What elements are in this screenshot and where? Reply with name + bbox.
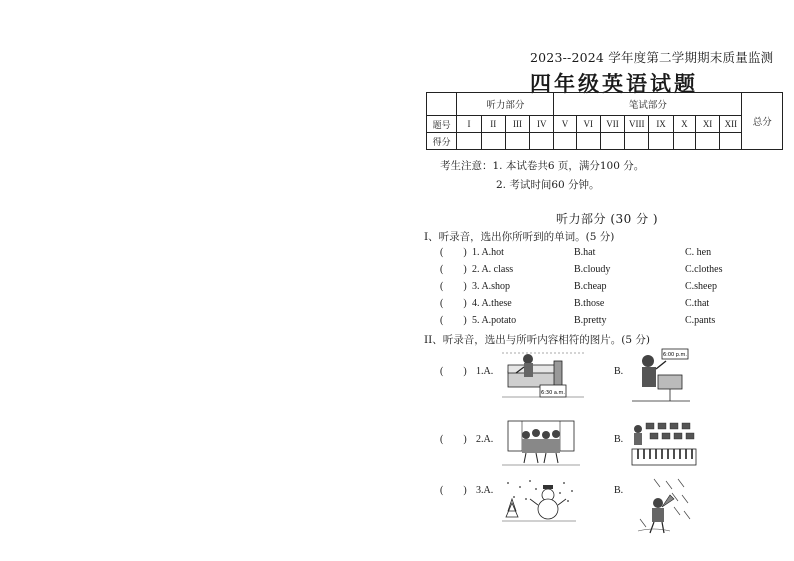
numeral-cell: VI — [576, 116, 600, 133]
score-entry-cell[interactable] — [576, 133, 600, 150]
option-c: C.pants — [685, 315, 716, 326]
exam-title: 四年级英语试题 — [530, 71, 698, 96]
students-classroom-picture[interactable] — [502, 417, 580, 469]
answer-blank[interactable]: ( ) — [440, 315, 467, 326]
numeral-cell: X — [673, 116, 695, 133]
option-a: 2. A. class — [472, 264, 514, 275]
clock-label-a: 6:30 a.m. — [541, 390, 565, 396]
notice-line-2: 2. 考试时间60 分钟。 — [496, 179, 600, 191]
option-c: C.clothes — [685, 264, 723, 275]
option-b: B.those — [574, 298, 605, 309]
score-entry-cell[interactable] — [457, 133, 481, 150]
option-b: B.hat — [574, 247, 596, 258]
option-c: C.that — [685, 298, 710, 309]
notice-text-1: 1. 本试卷共6 页，满分100 分。 — [492, 160, 645, 172]
numeral-cell: VIII — [625, 116, 649, 133]
option-a: 3.A. — [476, 485, 494, 496]
question-1-heading: I、听录音，选出你所听到的单词。(5 分) — [424, 231, 615, 243]
exam-header-line: 2023--2024 学年度第二学期期末质量监测 — [530, 50, 774, 65]
row-label-number: 题号 — [427, 116, 457, 133]
notice-prefix: 考生注意： — [440, 160, 493, 172]
score-row — [427, 133, 783, 150]
score-entry-cell[interactable] — [554, 133, 576, 150]
answer-blank[interactable]: ( ) — [440, 247, 467, 258]
option-b: B.pretty — [574, 315, 607, 326]
option-b: B. — [614, 485, 624, 496]
score-entry-cell[interactable] — [530, 133, 554, 150]
question-number-row — [427, 116, 783, 133]
score-entry-cell[interactable] — [673, 133, 695, 150]
numeral-cell: IX — [649, 116, 673, 133]
score-table-corner — [427, 93, 457, 116]
numeral-cell: VII — [600, 116, 624, 133]
row-label-score: 得分 — [427, 133, 457, 150]
answer-blank[interactable]: ( ) — [440, 298, 467, 309]
windy-rain-picture[interactable] — [634, 477, 692, 537]
score-entry-cell[interactable] — [505, 133, 529, 150]
score-entry-cell[interactable] — [600, 133, 624, 150]
score-entry-cell[interactable] — [481, 133, 505, 150]
answer-blank[interactable]: ( ) — [440, 366, 467, 377]
notice-line-1 — [440, 158, 644, 173]
numeral-cell: IV — [530, 116, 554, 133]
snowman-picture[interactable] — [502, 477, 576, 525]
answer-blank[interactable]: ( ) — [440, 485, 467, 496]
evening-clock-picture[interactable] — [630, 347, 692, 403]
bedroom-waking-picture[interactable] — [502, 347, 584, 403]
score-table — [426, 92, 783, 150]
clock-label-b: 6:00 p.m. — [662, 352, 688, 358]
written-part-header: 笔试部分 — [554, 93, 742, 116]
score-entry-cell[interactable] — [695, 133, 719, 150]
music-room-picture[interactable] — [630, 417, 698, 469]
score-entry-cell[interactable] — [720, 133, 742, 150]
option-c: C.sheep — [685, 281, 717, 292]
option-a: 5. A.potato — [472, 315, 517, 326]
option-a: 1. A.hot — [472, 247, 504, 258]
option-b: B.cheap — [574, 281, 607, 292]
total-score-cell: 总分 — [742, 93, 783, 150]
option-b: B. — [614, 434, 624, 445]
option-b: B. — [614, 366, 624, 377]
numeral-cell: II — [481, 116, 505, 133]
option-b: B.cloudy — [574, 264, 611, 275]
numeral-cell: XII — [720, 116, 742, 133]
score-table-header-row — [427, 93, 783, 116]
score-entry-cell[interactable] — [625, 133, 649, 150]
option-a: 3. A.shop — [472, 281, 511, 292]
score-entry-cell[interactable] — [649, 133, 673, 150]
numeral-cell: V — [554, 116, 576, 133]
question-2-heading: II、听录音，选出与所听内容相符的图片。(5 分) — [424, 334, 651, 346]
numeral-cell: III — [505, 116, 529, 133]
listening-part-header: 听力部分 — [457, 93, 554, 116]
numeral-cell: I — [457, 116, 481, 133]
numeral-cell: XI — [695, 116, 719, 133]
answer-blank[interactable]: ( ) — [440, 434, 467, 445]
section-title: 听力部分 (30 分 ) — [556, 212, 659, 226]
answer-blank[interactable]: ( ) — [440, 281, 467, 292]
option-c: C. hen — [685, 247, 712, 258]
option-a: 4. A.these — [472, 298, 512, 309]
option-a: 1.A. — [476, 366, 494, 377]
option-a: 2.A. — [476, 434, 494, 445]
answer-blank[interactable]: ( ) — [440, 264, 467, 275]
